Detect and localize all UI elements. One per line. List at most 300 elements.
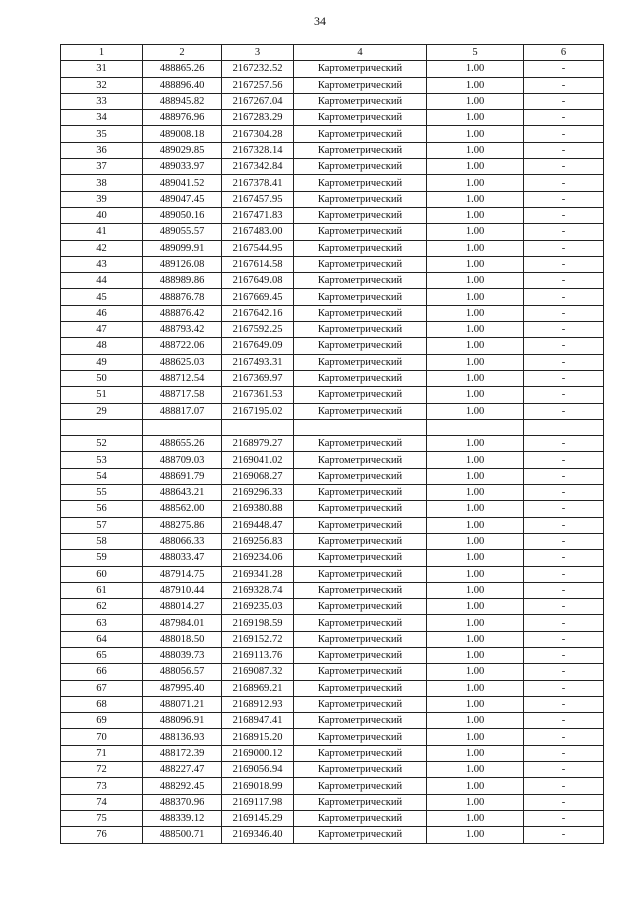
y-coordinate-cell: 2167369.97: [222, 370, 294, 386]
method-cell: Картометрический: [294, 664, 427, 680]
table-row: [61, 745, 604, 761]
note-cell: -: [524, 370, 604, 386]
header-cell-6: 6: [524, 45, 604, 61]
note-cell: -: [524, 566, 604, 582]
y-coordinate-cell: 2167283.29: [222, 110, 294, 126]
y-coordinate-cell: 2169234.06: [222, 550, 294, 566]
y-coordinate-cell: 2169235.03: [222, 599, 294, 615]
x-coordinate-cell: 488976.96: [143, 110, 222, 126]
method-cell: Картометрический: [294, 745, 427, 761]
point-number-cell: 32: [61, 77, 143, 93]
accuracy-cell: 1.00: [427, 778, 524, 794]
header-cell-2: 2: [143, 45, 222, 61]
accuracy-cell: 1.00: [427, 533, 524, 549]
x-coordinate-cell: 488172.39: [143, 745, 222, 761]
x-coordinate-cell: 489099.91: [143, 240, 222, 256]
method-cell: Картометрический: [294, 762, 427, 778]
y-coordinate-cell: 2169341.28: [222, 566, 294, 582]
method-cell: Картометрический: [294, 810, 427, 826]
method-cell: Картометрический: [294, 582, 427, 598]
accuracy-cell: 1.00: [427, 713, 524, 729]
note-cell: -: [524, 256, 604, 272]
x-coordinate-cell: 488817.07: [143, 403, 222, 419]
point-number-cell: 76: [61, 827, 143, 843]
point-number-cell: 47: [61, 322, 143, 338]
table-row: [61, 713, 604, 729]
note-cell: -: [524, 501, 604, 517]
point-number-cell: 49: [61, 354, 143, 370]
table-row: [61, 126, 604, 142]
accuracy-cell: 1.00: [427, 517, 524, 533]
accuracy-cell: 1.00: [427, 305, 524, 321]
method-cell: Картометрический: [294, 436, 427, 452]
point-number-cell: 33: [61, 93, 143, 109]
accuracy-cell: 1.00: [427, 745, 524, 761]
note-cell: -: [524, 468, 604, 484]
y-coordinate-cell: 2169117.98: [222, 794, 294, 810]
x-coordinate-cell: 488989.86: [143, 273, 222, 289]
accuracy-cell: 1.00: [427, 224, 524, 240]
y-coordinate-cell: 2167649.09: [222, 338, 294, 354]
table-row: [61, 827, 604, 843]
y-coordinate-cell: 2169068.27: [222, 468, 294, 484]
x-coordinate-cell: 488039.73: [143, 647, 222, 663]
table-row: [61, 77, 604, 93]
point-number-cell: 34: [61, 110, 143, 126]
table-row: [61, 599, 604, 615]
accuracy-cell: 1.00: [427, 126, 524, 142]
y-coordinate-cell: 2168912.93: [222, 696, 294, 712]
table-row: [61, 468, 604, 484]
accuracy-cell: 1.00: [427, 191, 524, 207]
accuracy-cell: 1.00: [427, 615, 524, 631]
accuracy-cell: 1.00: [427, 207, 524, 223]
y-coordinate-cell: 2169198.59: [222, 615, 294, 631]
point-number-cell: 43: [61, 256, 143, 272]
y-coordinate-cell: 2168969.21: [222, 680, 294, 696]
table-row: [61, 289, 604, 305]
y-coordinate-cell: 2167232.52: [222, 61, 294, 77]
y-coordinate-cell: 2169056.94: [222, 762, 294, 778]
note-cell: -: [524, 207, 604, 223]
table-header: [61, 45, 604, 61]
table-row: [61, 142, 604, 158]
y-coordinate-cell: 2167614.58: [222, 256, 294, 272]
point-number-cell: 73: [61, 778, 143, 794]
table-row: [61, 485, 604, 501]
x-coordinate-cell: 488717.58: [143, 387, 222, 403]
table-row: [61, 794, 604, 810]
table-row: [61, 582, 604, 598]
table-row: [61, 452, 604, 468]
table-row: [61, 207, 604, 223]
method-cell: Картометрический: [294, 517, 427, 533]
accuracy-cell: 1.00: [427, 142, 524, 158]
method-cell: Картометрический: [294, 452, 427, 468]
note-cell: -: [524, 305, 604, 321]
point-number-cell: 35: [61, 126, 143, 142]
y-coordinate-cell: 2167592.25: [222, 322, 294, 338]
table-row: [61, 370, 604, 386]
table-row: [61, 778, 604, 794]
y-coordinate-cell: 2167304.28: [222, 126, 294, 142]
note-cell: -: [524, 550, 604, 566]
accuracy-cell: 1.00: [427, 550, 524, 566]
header-cell-4: 4: [294, 45, 427, 61]
table-row: [61, 501, 604, 517]
point-number-cell: 31: [61, 61, 143, 77]
table-row: [61, 224, 604, 240]
point-number-cell: 64: [61, 631, 143, 647]
x-coordinate-cell: 488018.50: [143, 631, 222, 647]
method-cell: Картометрический: [294, 533, 427, 549]
y-coordinate-cell: 2167361.53: [222, 387, 294, 403]
x-coordinate-cell: 488876.42: [143, 305, 222, 321]
accuracy-cell: 1.00: [427, 794, 524, 810]
point-number-cell: 55: [61, 485, 143, 501]
table-row: [61, 762, 604, 778]
header-cell-5: 5: [427, 45, 524, 61]
accuracy-cell: 1.00: [427, 273, 524, 289]
table-row: [61, 403, 604, 419]
method-cell: Картометрический: [294, 191, 427, 207]
point-number-cell: 40: [61, 207, 143, 223]
accuracy-cell: 1.00: [427, 762, 524, 778]
accuracy-cell: 1.00: [427, 387, 524, 403]
y-coordinate-cell: 2169113.76: [222, 647, 294, 663]
table-body: [61, 61, 604, 843]
method-cell: Картометрический: [294, 778, 427, 794]
header-cell-1: 1: [61, 45, 143, 61]
method-cell: Картометрический: [294, 680, 427, 696]
note-cell: -: [524, 273, 604, 289]
y-coordinate-cell: 2168979.27: [222, 436, 294, 452]
empty-cell: [524, 419, 604, 435]
point-number-cell: 74: [61, 794, 143, 810]
method-cell: Картометрический: [294, 827, 427, 843]
y-coordinate-cell: 2167342.84: [222, 159, 294, 175]
method-cell: Картометрический: [294, 93, 427, 109]
y-coordinate-cell: 2167649.08: [222, 273, 294, 289]
table-row: [61, 647, 604, 663]
method-cell: Картометрический: [294, 615, 427, 631]
method-cell: Картометрический: [294, 110, 427, 126]
note-cell: -: [524, 387, 604, 403]
accuracy-cell: 1.00: [427, 599, 524, 615]
point-number-cell: 70: [61, 729, 143, 745]
accuracy-cell: 1.00: [427, 240, 524, 256]
accuracy-cell: 1.00: [427, 566, 524, 582]
y-coordinate-cell: 2167457.95: [222, 191, 294, 207]
method-cell: Картометрический: [294, 126, 427, 142]
table-row: [61, 338, 604, 354]
accuracy-cell: 1.00: [427, 729, 524, 745]
y-coordinate-cell: 2169346.40: [222, 827, 294, 843]
note-cell: -: [524, 582, 604, 598]
x-coordinate-cell: 488896.40: [143, 77, 222, 93]
coordinates-table: [60, 44, 604, 844]
x-coordinate-cell: 488096.91: [143, 713, 222, 729]
table-row: [61, 810, 604, 826]
point-number-cell: 53: [61, 452, 143, 468]
note-cell: -: [524, 762, 604, 778]
accuracy-cell: 1.00: [427, 501, 524, 517]
method-cell: Картометрический: [294, 713, 427, 729]
x-coordinate-cell: 488865.26: [143, 61, 222, 77]
accuracy-cell: 1.00: [427, 582, 524, 598]
method-cell: Картометрический: [294, 338, 427, 354]
page-number: 34: [314, 14, 326, 28]
table-row: [61, 533, 604, 549]
method-cell: Картометрический: [294, 305, 427, 321]
note-cell: -: [524, 599, 604, 615]
x-coordinate-cell: 489041.52: [143, 175, 222, 191]
table-row: [61, 93, 604, 109]
note-cell: -: [524, 224, 604, 240]
x-coordinate-cell: 488066.33: [143, 533, 222, 549]
note-cell: -: [524, 533, 604, 549]
point-number-cell: 67: [61, 680, 143, 696]
accuracy-cell: 1.00: [427, 354, 524, 370]
method-cell: Картометрический: [294, 175, 427, 191]
table-row: [61, 110, 604, 126]
table-row: [61, 566, 604, 582]
x-coordinate-cell: 488562.00: [143, 501, 222, 517]
point-number-cell: 65: [61, 647, 143, 663]
x-coordinate-cell: 488722.06: [143, 338, 222, 354]
accuracy-cell: 1.00: [427, 370, 524, 386]
method-cell: Картометрический: [294, 289, 427, 305]
x-coordinate-cell: 488292.45: [143, 778, 222, 794]
accuracy-cell: 1.00: [427, 159, 524, 175]
x-coordinate-cell: 488370.96: [143, 794, 222, 810]
point-number-cell: 57: [61, 517, 143, 533]
method-cell: Картометрический: [294, 403, 427, 419]
accuracy-cell: 1.00: [427, 485, 524, 501]
method-cell: Картометрический: [294, 61, 427, 77]
accuracy-cell: 1.00: [427, 810, 524, 826]
x-coordinate-cell: 489033.97: [143, 159, 222, 175]
note-cell: -: [524, 729, 604, 745]
point-number-cell: 58: [61, 533, 143, 549]
note-cell: -: [524, 647, 604, 663]
method-cell: Картометрический: [294, 159, 427, 175]
note-cell: -: [524, 436, 604, 452]
y-coordinate-cell: 2168947.41: [222, 713, 294, 729]
method-cell: Картометрический: [294, 354, 427, 370]
table-row: [61, 387, 604, 403]
y-coordinate-cell: 2169380.88: [222, 501, 294, 517]
table-row: [61, 256, 604, 272]
note-cell: -: [524, 126, 604, 142]
y-coordinate-cell: 2169000.12: [222, 745, 294, 761]
accuracy-cell: 1.00: [427, 827, 524, 843]
x-coordinate-cell: 487910.44: [143, 582, 222, 598]
y-coordinate-cell: 2167267.04: [222, 93, 294, 109]
point-number-cell: 61: [61, 582, 143, 598]
point-number-cell: 72: [61, 762, 143, 778]
table-row: [61, 61, 604, 77]
x-coordinate-cell: 487914.75: [143, 566, 222, 582]
y-coordinate-cell: 2169448.47: [222, 517, 294, 533]
x-coordinate-cell: 489055.57: [143, 224, 222, 240]
x-coordinate-cell: 488691.79: [143, 468, 222, 484]
table-row: [61, 517, 604, 533]
y-coordinate-cell: 2167669.45: [222, 289, 294, 305]
note-cell: -: [524, 289, 604, 305]
accuracy-cell: 1.00: [427, 631, 524, 647]
method-cell: Картометрический: [294, 256, 427, 272]
note-cell: -: [524, 61, 604, 77]
table-row: [61, 191, 604, 207]
note-cell: -: [524, 175, 604, 191]
accuracy-cell: 1.00: [427, 680, 524, 696]
method-cell: Картометрический: [294, 550, 427, 566]
point-number-cell: 63: [61, 615, 143, 631]
table-row: [61, 273, 604, 289]
y-coordinate-cell: 2169256.83: [222, 533, 294, 549]
x-coordinate-cell: 488500.71: [143, 827, 222, 843]
note-cell: -: [524, 680, 604, 696]
point-number-cell: 75: [61, 810, 143, 826]
accuracy-cell: 1.00: [427, 256, 524, 272]
method-cell: Картометрический: [294, 647, 427, 663]
method-cell: Картометрический: [294, 729, 427, 745]
method-cell: Картометрический: [294, 631, 427, 647]
y-coordinate-cell: 2167544.95: [222, 240, 294, 256]
method-cell: Картометрический: [294, 224, 427, 240]
x-coordinate-cell: 488625.03: [143, 354, 222, 370]
y-coordinate-cell: 2169087.32: [222, 664, 294, 680]
accuracy-cell: 1.00: [427, 61, 524, 77]
accuracy-cell: 1.00: [427, 93, 524, 109]
y-coordinate-cell: 2169152.72: [222, 631, 294, 647]
x-coordinate-cell: 488339.12: [143, 810, 222, 826]
header-row: [61, 45, 604, 61]
x-coordinate-cell: 489050.16: [143, 207, 222, 223]
y-coordinate-cell: 2167328.14: [222, 142, 294, 158]
note-cell: -: [524, 452, 604, 468]
point-number-cell: 46: [61, 305, 143, 321]
y-coordinate-cell: 2169145.29: [222, 810, 294, 826]
x-coordinate-cell: 488071.21: [143, 696, 222, 712]
point-number-cell: 51: [61, 387, 143, 403]
note-cell: -: [524, 615, 604, 631]
accuracy-cell: 1.00: [427, 452, 524, 468]
empty-cell: [222, 419, 294, 435]
note-cell: -: [524, 338, 604, 354]
point-number-cell: 45: [61, 289, 143, 305]
accuracy-cell: 1.00: [427, 468, 524, 484]
note-cell: -: [524, 517, 604, 533]
note-cell: -: [524, 794, 604, 810]
y-coordinate-cell: 2167257.56: [222, 77, 294, 93]
table-row: [61, 305, 604, 321]
y-coordinate-cell: 2168915.20: [222, 729, 294, 745]
x-coordinate-cell: 488643.21: [143, 485, 222, 501]
table-row: [61, 159, 604, 175]
point-number-cell: 48: [61, 338, 143, 354]
accuracy-cell: 1.00: [427, 647, 524, 663]
note-cell: -: [524, 77, 604, 93]
empty-cell: [294, 419, 427, 435]
x-coordinate-cell: 488793.42: [143, 322, 222, 338]
point-number-cell: 39: [61, 191, 143, 207]
accuracy-cell: 1.00: [427, 696, 524, 712]
y-coordinate-cell: 2167483.00: [222, 224, 294, 240]
table-row: [61, 631, 604, 647]
y-coordinate-cell: 2167493.31: [222, 354, 294, 370]
point-number-cell: 52: [61, 436, 143, 452]
x-coordinate-cell: 487995.40: [143, 680, 222, 696]
note-cell: -: [524, 142, 604, 158]
point-number-cell: 60: [61, 566, 143, 582]
x-coordinate-cell: 488227.47: [143, 762, 222, 778]
note-cell: -: [524, 240, 604, 256]
note-cell: -: [524, 110, 604, 126]
table-row: [61, 240, 604, 256]
x-coordinate-cell: 488945.82: [143, 93, 222, 109]
x-coordinate-cell: 488136.93: [143, 729, 222, 745]
note-cell: -: [524, 713, 604, 729]
x-coordinate-cell: 488056.57: [143, 664, 222, 680]
empty-cell: [143, 419, 222, 435]
note-cell: -: [524, 322, 604, 338]
y-coordinate-cell: 2169018.99: [222, 778, 294, 794]
note-cell: -: [524, 745, 604, 761]
x-coordinate-cell: 488014.27: [143, 599, 222, 615]
x-coordinate-cell: 489029.85: [143, 142, 222, 158]
method-cell: Картометрический: [294, 599, 427, 615]
note-cell: -: [524, 631, 604, 647]
empty-cell: [61, 419, 143, 435]
y-coordinate-cell: 2167378.41: [222, 175, 294, 191]
x-coordinate-cell: 488033.47: [143, 550, 222, 566]
note-cell: -: [524, 810, 604, 826]
method-cell: Картометрический: [294, 273, 427, 289]
accuracy-cell: 1.00: [427, 110, 524, 126]
table-row: [61, 322, 604, 338]
table-row: [61, 550, 604, 566]
x-coordinate-cell: 489047.45: [143, 191, 222, 207]
point-number-cell: 54: [61, 468, 143, 484]
accuracy-cell: 1.00: [427, 77, 524, 93]
x-coordinate-cell: 488712.54: [143, 370, 222, 386]
y-coordinate-cell: 2167471.83: [222, 207, 294, 223]
y-coordinate-cell: 2167642.16: [222, 305, 294, 321]
point-number-cell: 66: [61, 664, 143, 680]
x-coordinate-cell: 489008.18: [143, 126, 222, 142]
accuracy-cell: 1.00: [427, 338, 524, 354]
y-coordinate-cell: 2167195.02: [222, 403, 294, 419]
method-cell: Картометрический: [294, 207, 427, 223]
point-number-cell: 36: [61, 142, 143, 158]
note-cell: -: [524, 93, 604, 109]
point-number-cell: 42: [61, 240, 143, 256]
table-row: [61, 354, 604, 370]
note-cell: -: [524, 191, 604, 207]
empty-cell: [427, 419, 524, 435]
point-number-cell: 37: [61, 159, 143, 175]
y-coordinate-cell: 2169328.74: [222, 582, 294, 598]
note-cell: -: [524, 696, 604, 712]
point-number-cell: 29: [61, 403, 143, 419]
y-coordinate-cell: 2169041.02: [222, 452, 294, 468]
method-cell: Картометрический: [294, 370, 427, 386]
method-cell: Картометрический: [294, 794, 427, 810]
point-number-cell: 71: [61, 745, 143, 761]
table-row: [61, 729, 604, 745]
